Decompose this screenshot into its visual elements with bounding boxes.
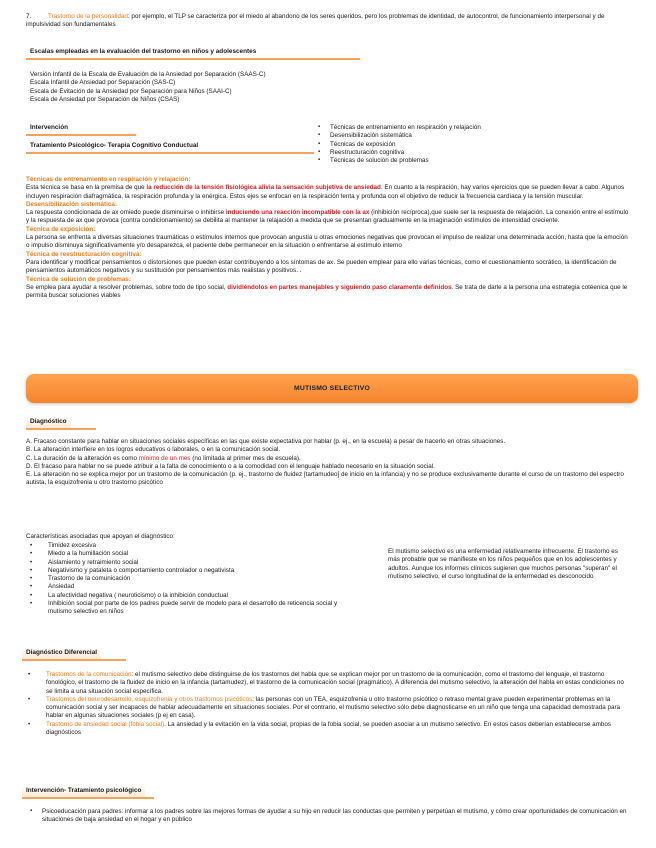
tecnica-heading: Técnica de solución de problemas: [26,275,131,283]
tecnicas-section [26,176,632,300]
diferencial-heading: Diagnóstico Diferencial [22,647,101,659]
item-7-title: Trastorno de la personalidad [48,13,128,20]
criterion: B. La alteración interfiere en los logros educativos o laborales, o en la comunicación social. [26,446,281,454]
caracteristica-item: • Miedo a la humillación social [26,550,354,558]
tecnica-text: Para identificar y modificar pensamientos o distorsiones que pueden estar contribuyendo a los síntomas de ax. Se pueden emplear para ello varias técnicas, como el cuestionamiento socrático, la identificación de pensamientos automáticos negativos y su sustitución por pensamientos más realistas y positivos. . [26,258,617,275]
technique-item: ▪ Desensibilización sistemática [318,132,638,140]
technique-item: ▪ Técnicas de solución de problemas [318,157,638,165]
escalas-underline [26,58,360,60]
escala-item: Escala de Evitación de la Ansiedad por Separación para Niños (SAAI-C) [30,87,232,95]
technique-item: ▪ Técnicas de entrenamiento en respiración y relajación [318,124,638,132]
caracteristica-item: • Ansiedad [26,583,354,591]
diferencial-list [24,671,632,737]
diagnostico-underline [26,428,96,430]
tecnica-text: La persona se enfrenta a diversas situaciones traumáticas o estímulos internos que provocan angustia u otras emociones negativas que provocan el impulso de realizar una determinada acción, hasta que la emoción o impulso disminuya significativamente y/o desaparezca, el paciente debe permanecer en la situación o enfrentarse al estímulo interno [26,234,628,250]
diferencial-underline [22,659,126,661]
caracteristica-item: • Negativismo y pataleta o comportamiento controlador o negativista [26,567,354,575]
intervencion-underline [26,134,136,136]
tecnica-heading: Desensibilización sistemática: [26,200,117,208]
criterion: E. La alteración no se explica mejor por un trastorno de la comunicación (p. ej., trastorno de fluidez [tartamudeo] de inicio en la infancia) y no se produce exclusivamente durante el curso de un trastorno del espectro autista, la esquizofrenia u otro trastorno psicótico [26,471,624,487]
diferencial-item: • Trastornos de la comunicación: el mutismo selectivo debe distinguirse de los trastornos del habla que se explican mejor por un trastorno de la comunicación, como el trastorno del lenguaje, el trastorno fonológico, el trastorno de la fluidez de inicio en la infancia (tartamudez), el trastorno de la comunicación social (pragmático). A diferencia del mutismo selectivo, la alteración del habla en estas condiciones no se limita a una situación social específica. [24,671,632,696]
escalas-list [30,71,360,104]
intervencion-ms-underline [22,797,154,799]
treatment-label: Tratamiento Psicológico- Terapia Cognitivo Conductual [30,142,199,149]
caracteristica-item: • Aislamiento y retraimiento social [26,559,354,567]
tecnica-text: Se emplea para ayudar a resolver problemas, sobre todo de tipo social, dividiéndolos en partes manejables y siguiendo paso claramente definidos. Se trata de darle a la persona una estrategia cotéenica que le permita buscar soluciones viables [26,283,628,300]
treatment-underline [26,152,314,154]
side-note: El mutismo selectivo es una enfermedad relativamente infrecuente. El trastorno es más probable que se manifieste en los niños pequeños que en los adolescentes y adultos. Aunque los informes clínicos sugieren que muchos personas "superan" el mutismo selectivo, el curso longitudinal de la enfermedad es desconocido [388,548,618,580]
item-7-text: : por ejemplo, el TLP se caracteriza por el miedo al abandono de los seres queridos, pero los problemas de identidad, de autocontrol, de funcionamiento interpersonal y de impulsividad son fundamentales [26,13,605,29]
mutismo-selectivo-banner: MUTISMO SELECTIVO [26,374,638,403]
caracteristica-item: • Timidez excesiva [26,542,354,550]
item-7 [26,13,630,30]
escala-item: Escala de Ansiedad por Separación de Niños (CSAS) [30,95,180,103]
intervencion-ms-heading: Intervención- Tratamiento psicológico [22,785,145,797]
criterion: C. La duración de la alteración es como mínimo de un mes (no limitada al primer mes de escuela). [26,454,301,462]
escala-item: Escala Infantil de Ansiedad por Separación (SAS-C) [30,79,176,87]
criterion: D. El fracaso para hablar no se puede atribuir a la falta de conocimiento o a la comodidad con el lenguaje hablado necesario en la situación social. [26,462,435,470]
diferencial-item: • Trastorno de ansiedad social (fobia social). La ansiedad y la evitación en la vida social, propias de la fobia social, se pueden asociar a un mutismo selectivo. En estos casos deberían establecerse ambos diagnósticos [24,721,632,738]
caracteristica-item: • La afectividad negativa ( neuroticismo) o la inhibición conductual [26,592,354,600]
intervencion-ms-list [30,808,632,825]
escalas-heading: Escalas empleadas en la evaluación del trastorno en niños y adolescentes [30,48,257,55]
escala-item: Versión Infantil de la Escala de Evaluación de la Ansiedad por Separación (SAAS-C) [30,71,266,78]
caracteristica-item: • Trastorno de la comunicación [26,575,354,583]
tecnica-heading: Técnica de exposición: [26,225,96,233]
tecnica-heading: Técnica de reestructuración cognitiva: [26,250,142,258]
diferencial-item: • Trastornos del neurodesarrollo, esquizofrenia y otros trastornos psicóticos: las personas con un TEA, esquizofrenia u otro trastorno psicótico o retraso mental grave pueden experimentar problemas en la comunicación social y ser incapaces de hablar adecuadamente en situaciones sociales. Por el contrario, el mutismo selectivo sólo debe diagnosticarse en un niño que tenga una capacidad demostrada para hablar en algunas situaciones sociales (p ej en casa). [24,696,632,721]
technique-item: ▪ Reestructuración cognitiva [318,149,638,157]
criterion: A. Fracaso constante para hablar en situaciones sociales específicas en las que existe expectativa por hablar (p. ej., en la escuela) a pesar de hacerlo en otras situaciones. [26,438,506,445]
tecnica-text: Esta técnica se basa en la premisa de que la reducción de la tensión fisiológica alivia la sensación subjetiva de ansiedad. En cuanto a la respiración, hay varios ejercicios que se pueden llevar a cabo. Algunos incluyen respiración diafragmática, la respiración profunda y la enérgica. Estos ejes se enfocan en la respiración lenta y profunda con el objetivo de reducir la frecuencia cardíaca y la tensión muscular. [26,184,625,200]
intervencion-heading: Intervención [30,124,68,131]
intervencion-ms-item: ▪ Psicoeducación para padres: informar a los padres sobre las mejores formas de ayudar a su hijo en reducir las conductas que permiten y perpetúan el mutismo, y cómo crear oportunidades de comunicación en situaciones de baja ansiedad en el hogar y en público [30,808,632,825]
tecnica-text: La respuesta condicionada de ax omiedo puede disminuirse o inhibirse induciendo una reacción incompatible con la ax (inhibición recíproca),que suele ser la respuesta de relajación. La conexión entre el estímulo y la respuesta de ax que provoca (contra condicionamiento) se debilita al mantener la relajación a medida que se presentan gradualmente en la imaginación estímulos de intensidad creciente. [26,209,629,225]
diagnostico-criteria [26,438,632,488]
techniques-list [318,124,638,165]
tecnica-heading: Técnicas de entrenamiento en respiración y relajación: [26,176,191,183]
diagnostico-heading: Diagnóstico [26,416,71,428]
caracteristicas-heading: Características asociadas que apoyan el diagnóstico: [26,533,175,540]
caracteristica-item: • Inhibición social por parte de los padres puede servir de modelo para el desarrollo de reticencia social y mutismo selectivo en niños [26,600,354,617]
item-7-number: 7. [26,13,32,20]
caracteristicas-list [26,542,354,617]
technique-item: ▪ Técnicas de exposición [318,141,638,149]
